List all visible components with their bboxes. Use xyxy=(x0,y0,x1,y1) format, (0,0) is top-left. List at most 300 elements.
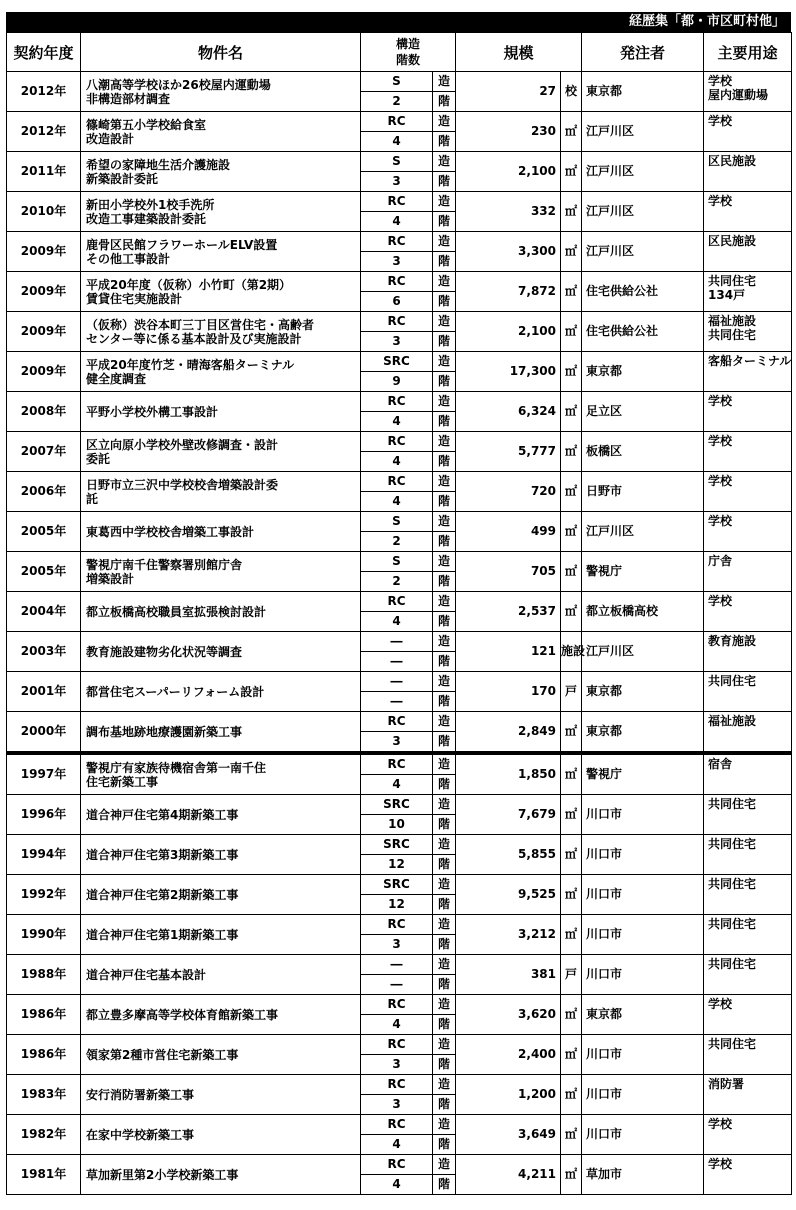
primary-use-line: 学校 xyxy=(708,594,733,608)
floor-suffix: 階 xyxy=(433,332,456,352)
client-name: 川口市 xyxy=(582,795,704,835)
structure-suffix: 造 xyxy=(433,875,456,895)
scale-value: 3,300 xyxy=(456,232,561,272)
table-row xyxy=(7,672,792,692)
document-title: 経歴集「都・市区町村他」 xyxy=(628,14,785,29)
structure-suffix: 造 xyxy=(433,632,456,652)
floor-count: 3 xyxy=(361,1055,433,1075)
project-name-line: 平成20年度（仮称）小竹町（第2期） xyxy=(86,277,292,292)
contract-year: 2001年 xyxy=(7,672,81,712)
structure-suffix: 造 xyxy=(433,352,456,372)
scale-unit: ㎡ xyxy=(561,712,582,754)
floor-count: 4 xyxy=(361,1135,433,1155)
contract-year: 1986年 xyxy=(7,1035,81,1075)
project-name xyxy=(81,835,361,875)
scale-unit: ㎡ xyxy=(561,192,582,232)
scale-unit: 校 xyxy=(561,72,582,112)
project-name-line: センター等に係る基本設計及び実施設計 xyxy=(86,331,302,346)
project-name-line: 東葛西中学校校舎増築工事設計 xyxy=(86,524,255,539)
primary-use xyxy=(704,753,792,795)
table-row xyxy=(7,352,792,372)
scale-unit: ㎡ xyxy=(561,312,582,352)
table-row xyxy=(7,72,792,92)
scale-value: 1,200 xyxy=(456,1075,561,1115)
project-name-line: 健全度調査 xyxy=(86,371,147,386)
primary-use xyxy=(704,592,792,632)
floor-count: 3 xyxy=(361,172,433,192)
structure-suffix: 造 xyxy=(433,995,456,1015)
project-name-line: 日野市立三沢中学校校舎増築設計委 xyxy=(86,477,279,492)
primary-use-line: 福祉施設 xyxy=(708,714,757,728)
header-use: 主要用途 xyxy=(704,33,792,72)
floor-suffix: 階 xyxy=(433,612,456,632)
floor-suffix: 階 xyxy=(433,652,456,672)
structure-type: SRC xyxy=(361,352,433,372)
client-name: 東京都 xyxy=(582,352,704,392)
project-name xyxy=(81,472,361,512)
structure-suffix: 造 xyxy=(433,1075,456,1095)
structure-type: SRC xyxy=(361,875,433,895)
primary-use-line: 教育施設 xyxy=(708,634,757,648)
scale-unit: ㎡ xyxy=(561,432,582,472)
structure-suffix: 造 xyxy=(433,955,456,975)
project-name xyxy=(81,112,361,152)
floor-suffix: 階 xyxy=(433,895,456,915)
table-row xyxy=(7,1115,792,1135)
table-row xyxy=(7,1075,792,1095)
floor-suffix: 階 xyxy=(433,212,456,232)
header-scale: 規模 xyxy=(456,33,582,72)
table-row xyxy=(7,835,792,855)
primary-use-line: 学校 xyxy=(708,74,733,88)
floor-suffix: 階 xyxy=(433,292,456,312)
floor-suffix: 階 xyxy=(433,732,456,754)
client-name: 板橋区 xyxy=(582,432,704,472)
project-name-line: 領家第2種市営住宅新築工事 xyxy=(86,1047,239,1062)
project-name xyxy=(81,795,361,835)
primary-use-line: 学校 xyxy=(708,1157,733,1171)
scale-unit: 戸 xyxy=(561,955,582,995)
structure-type: SRC xyxy=(361,795,433,815)
client-name: 江戸川区 xyxy=(582,512,704,552)
contract-year: 1996年 xyxy=(7,795,81,835)
project-name-line: その他工事設計 xyxy=(86,251,171,266)
structure-type: ― xyxy=(361,955,433,975)
project-name-line: 安行消防署新築工事 xyxy=(86,1087,195,1102)
project-name xyxy=(81,875,361,915)
structure-suffix: 造 xyxy=(433,192,456,212)
scale-value: 3,620 xyxy=(456,995,561,1035)
project-name xyxy=(81,352,361,392)
scale-unit: ㎡ xyxy=(561,1155,582,1195)
structure-type: RC xyxy=(361,712,433,732)
structure-suffix: 造 xyxy=(433,552,456,572)
contract-year: 2012年 xyxy=(7,72,81,112)
contract-year: 2004年 xyxy=(7,592,81,632)
project-name xyxy=(81,753,361,795)
scale-unit: ㎡ xyxy=(561,1035,582,1075)
primary-use-line: 学校 xyxy=(708,474,733,488)
primary-use-line: 客船ターミナル xyxy=(708,354,792,368)
project-name-line: 草加新里第2小学校新築工事 xyxy=(86,1167,239,1182)
floor-count: ― xyxy=(361,975,433,995)
contract-year: 2011年 xyxy=(7,152,81,192)
primary-use-line: 区民施設 xyxy=(708,234,757,248)
client-name: 日野市 xyxy=(582,472,704,512)
document-title-bar xyxy=(6,12,791,32)
structure-suffix: 造 xyxy=(433,512,456,532)
client-name: 川口市 xyxy=(582,1115,704,1155)
floor-suffix: 階 xyxy=(433,532,456,552)
scale-unit: ㎡ xyxy=(561,915,582,955)
structure-type: RC xyxy=(361,472,433,492)
table-row xyxy=(7,592,792,612)
primary-use-line: 学校 xyxy=(708,114,733,128)
primary-use-line: 共同住宅 xyxy=(708,957,757,971)
primary-use-line: 学校 xyxy=(708,1117,733,1131)
primary-use xyxy=(704,552,792,592)
structure-type: RC xyxy=(361,1155,433,1175)
project-name-line: 賃貸住宅実施設計 xyxy=(86,291,183,306)
scale-value: 2,100 xyxy=(456,152,561,192)
project-name-line: 都立豊多摩高等学校体育館新築工事 xyxy=(86,1007,279,1022)
structure-type: ― xyxy=(361,672,433,692)
project-name-line: 増築設計 xyxy=(86,571,135,586)
client-name: 川口市 xyxy=(582,835,704,875)
structure-suffix: 造 xyxy=(433,1155,456,1175)
client-name: 足立区 xyxy=(582,392,704,432)
scale-unit: ㎡ xyxy=(561,995,582,1035)
floor-suffix: 階 xyxy=(433,252,456,272)
contract-year: 2010年 xyxy=(7,192,81,232)
project-name-line: 八潮高等学校ほか26校屋内運動場 xyxy=(86,77,271,92)
table-body xyxy=(7,72,792,1195)
floor-suffix: 階 xyxy=(433,492,456,512)
structure-type: RC xyxy=(361,232,433,252)
primary-use-line: 学校 xyxy=(708,514,733,528)
structure-type: RC xyxy=(361,112,433,132)
primary-use-line: 学校 xyxy=(708,434,733,448)
structure-type: S xyxy=(361,552,433,572)
project-name xyxy=(81,1115,361,1155)
header-floors: 階数 xyxy=(396,53,421,67)
floor-count: 2 xyxy=(361,92,433,112)
scale-value: 499 xyxy=(456,512,561,552)
client-name: 江戸川区 xyxy=(582,192,704,232)
project-name-line: 篠崎第五小学校給食室 xyxy=(86,117,207,132)
scale-unit: ㎡ xyxy=(561,552,582,592)
table-row xyxy=(7,392,792,412)
project-name xyxy=(81,712,361,754)
table-row xyxy=(7,512,792,532)
project-name-line: 在家中学校新築工事 xyxy=(86,1127,195,1142)
project-name-line: 警視庁有家族待機宿舎第一南千住 xyxy=(86,760,267,775)
scale-unit: 戸 xyxy=(561,672,582,712)
project-name xyxy=(81,432,361,472)
floor-suffix: 階 xyxy=(433,132,456,152)
project-name xyxy=(81,512,361,552)
table-row xyxy=(7,795,792,815)
scale-value: 6,324 xyxy=(456,392,561,432)
scale-value: 3,212 xyxy=(456,915,561,955)
scale-unit: ㎡ xyxy=(561,272,582,312)
table-row xyxy=(7,232,792,252)
floor-suffix: 階 xyxy=(433,692,456,712)
table-row xyxy=(7,552,792,572)
primary-use xyxy=(704,432,792,472)
scale-value: 7,872 xyxy=(456,272,561,312)
primary-use-line: 消防署 xyxy=(708,1077,745,1091)
contract-year: 1994年 xyxy=(7,835,81,875)
client-name: 都立板橋高校 xyxy=(582,592,704,632)
project-name-line: 希望の家障地生活介護施設 xyxy=(86,157,231,172)
structure-type: S xyxy=(361,512,433,532)
structure-suffix: 造 xyxy=(433,312,456,332)
project-name xyxy=(81,1075,361,1115)
project-name-line: 非構造部材調査 xyxy=(86,91,171,106)
floor-count: 12 xyxy=(361,895,433,915)
floor-count: 2 xyxy=(361,572,433,592)
scale-unit: ㎡ xyxy=(561,1115,582,1155)
structure-type: RC xyxy=(361,592,433,612)
primary-use xyxy=(704,1075,792,1115)
project-history-table xyxy=(6,32,792,1195)
floor-suffix: 階 xyxy=(433,1135,456,1155)
scale-unit: 施設 xyxy=(561,632,582,672)
floor-suffix: 階 xyxy=(433,975,456,995)
scale-value: 2,100 xyxy=(456,312,561,352)
project-name-line: 道合神戸住宅第1期新築工事 xyxy=(86,927,239,942)
project-name-line: 教育施設建物劣化状況等調査 xyxy=(86,644,243,659)
contract-year: 2003年 xyxy=(7,632,81,672)
primary-use-line: 134戸 xyxy=(708,288,746,302)
scale-value: 332 xyxy=(456,192,561,232)
structure-type: RC xyxy=(361,312,433,332)
project-name-line: 都立板橋高校職員室拡張検討設計 xyxy=(86,604,267,619)
project-name-line: 道合神戸住宅第2期新築工事 xyxy=(86,887,239,902)
primary-use xyxy=(704,995,792,1035)
client-name: 東京都 xyxy=(582,72,704,112)
floor-count: 2 xyxy=(361,532,433,552)
structure-suffix: 造 xyxy=(433,1115,456,1135)
floor-suffix: 階 xyxy=(433,775,456,795)
project-name-line: 鹿骨区民館フラワーホールELV設置 xyxy=(86,237,278,252)
structure-type: S xyxy=(361,72,433,92)
floor-suffix: 階 xyxy=(433,935,456,955)
project-name xyxy=(81,592,361,632)
structure-suffix: 造 xyxy=(433,753,456,775)
client-name: 警視庁 xyxy=(582,552,704,592)
scale-value: 720 xyxy=(456,472,561,512)
scale-value: 9,525 xyxy=(456,875,561,915)
client-name: 川口市 xyxy=(582,1075,704,1115)
floor-count: 4 xyxy=(361,1175,433,1195)
floor-suffix: 階 xyxy=(433,1095,456,1115)
client-name: 川口市 xyxy=(582,915,704,955)
scale-unit: ㎡ xyxy=(561,352,582,392)
primary-use xyxy=(704,955,792,995)
primary-use xyxy=(704,312,792,352)
project-name xyxy=(81,272,361,312)
primary-use xyxy=(704,1035,792,1075)
contract-year: 2006年 xyxy=(7,472,81,512)
structure-suffix: 造 xyxy=(433,712,456,732)
structure-type: RC xyxy=(361,1115,433,1135)
client-name: 東京都 xyxy=(582,995,704,1035)
project-name xyxy=(81,1035,361,1075)
contract-year: 2009年 xyxy=(7,352,81,392)
floor-suffix: 階 xyxy=(433,1055,456,1075)
floor-count: ― xyxy=(361,692,433,712)
primary-use xyxy=(704,232,792,272)
primary-use xyxy=(704,112,792,152)
structure-suffix: 造 xyxy=(433,112,456,132)
table-row xyxy=(7,915,792,935)
scale-unit: ㎡ xyxy=(561,875,582,915)
scale-value: 5,855 xyxy=(456,835,561,875)
client-name: 警視庁 xyxy=(582,753,704,795)
table-row xyxy=(7,875,792,895)
structure-type: RC xyxy=(361,192,433,212)
project-name xyxy=(81,552,361,592)
project-name-line: 道合神戸住宅基本設計 xyxy=(86,967,207,982)
contract-year: 1988年 xyxy=(7,955,81,995)
primary-use xyxy=(704,795,792,835)
primary-use-line: 共同住宅 xyxy=(708,797,757,811)
floor-count: 4 xyxy=(361,492,433,512)
contract-year: 2000年 xyxy=(7,712,81,754)
structure-type: RC xyxy=(361,1075,433,1095)
structure-type: RC xyxy=(361,392,433,412)
client-name: 江戸川区 xyxy=(582,232,704,272)
table-row xyxy=(7,432,792,452)
scale-value: 230 xyxy=(456,112,561,152)
primary-use-line: 共同住宅 xyxy=(708,274,757,288)
project-name xyxy=(81,312,361,352)
floor-suffix: 階 xyxy=(433,92,456,112)
client-name: 住宅供給公社 xyxy=(582,312,704,352)
floor-suffix: 階 xyxy=(433,855,456,875)
structure-type: RC xyxy=(361,272,433,292)
floor-count: 10 xyxy=(361,815,433,835)
structure-type: RC xyxy=(361,1035,433,1055)
project-name-line: 都営住宅スーパーリフォーム設計 xyxy=(86,684,265,699)
scale-value: 1,850 xyxy=(456,753,561,795)
primary-use xyxy=(704,192,792,232)
contract-year: 1983年 xyxy=(7,1075,81,1115)
project-name-line: 平野小学校外構工事設計 xyxy=(86,404,219,419)
primary-use xyxy=(704,835,792,875)
structure-type: RC xyxy=(361,432,433,452)
structure-suffix: 造 xyxy=(433,392,456,412)
scale-unit: ㎡ xyxy=(561,753,582,795)
floor-count: 4 xyxy=(361,775,433,795)
scale-unit: ㎡ xyxy=(561,1075,582,1115)
project-name-line: 新築設計委託 xyxy=(86,171,159,186)
client-name: 草加市 xyxy=(582,1155,704,1195)
project-name xyxy=(81,632,361,672)
table-row xyxy=(7,272,792,292)
project-name xyxy=(81,1155,361,1195)
client-name: 東京都 xyxy=(582,712,704,754)
floor-suffix: 階 xyxy=(433,815,456,835)
primary-use xyxy=(704,512,792,552)
table-row xyxy=(7,312,792,332)
structure-suffix: 造 xyxy=(433,152,456,172)
floor-count: 4 xyxy=(361,412,433,432)
primary-use-line: 共同住宅 xyxy=(708,328,757,342)
scale-value: 2,849 xyxy=(456,712,561,754)
header-structure: 構造 xyxy=(396,37,421,51)
table-row xyxy=(7,152,792,172)
floor-count: 4 xyxy=(361,132,433,152)
structure-suffix: 造 xyxy=(433,232,456,252)
contract-year: 1992年 xyxy=(7,875,81,915)
client-name: 住宅供給公社 xyxy=(582,272,704,312)
primary-use xyxy=(704,152,792,192)
contract-year: 2008年 xyxy=(7,392,81,432)
scale-unit: ㎡ xyxy=(561,512,582,552)
client-name: 川口市 xyxy=(582,1035,704,1075)
project-name-line: 平成20年度竹芝・晴海客船ターミナル xyxy=(86,357,295,372)
floor-suffix: 階 xyxy=(433,372,456,392)
table-row xyxy=(7,1035,792,1055)
client-name: 江戸川区 xyxy=(582,112,704,152)
structure-type: S xyxy=(361,152,433,172)
table-row xyxy=(7,753,792,775)
table-row xyxy=(7,112,792,132)
contract-year: 2012年 xyxy=(7,112,81,152)
structure-type: ― xyxy=(361,632,433,652)
header-structure-floors xyxy=(361,33,456,72)
scale-value: 170 xyxy=(456,672,561,712)
floor-count: 3 xyxy=(361,732,433,754)
scale-value: 5,777 xyxy=(456,432,561,472)
project-name xyxy=(81,152,361,192)
structure-suffix: 造 xyxy=(433,915,456,935)
floor-count: 4 xyxy=(361,612,433,632)
contract-year: 2007年 xyxy=(7,432,81,472)
project-name xyxy=(81,995,361,1035)
floor-suffix: 階 xyxy=(433,1015,456,1035)
scale-unit: ㎡ xyxy=(561,392,582,432)
primary-use-line: 学校 xyxy=(708,997,733,1011)
primary-use-line: 共同住宅 xyxy=(708,877,757,891)
primary-use xyxy=(704,72,792,112)
table-row xyxy=(7,955,792,975)
primary-use-line: 宿舎 xyxy=(708,757,733,771)
project-name-line: 区立向原小学校外壁改修調査・設計 xyxy=(86,437,279,452)
primary-use-line: 共同住宅 xyxy=(708,917,757,931)
primary-use xyxy=(704,915,792,955)
contract-year: 1981年 xyxy=(7,1155,81,1195)
project-name-line: 委託 xyxy=(86,451,111,466)
floor-count: 3 xyxy=(361,332,433,352)
project-name-line: 警視庁南千住警察署別館庁舎 xyxy=(86,557,243,572)
client-name: 江戸川区 xyxy=(582,632,704,672)
scale-value: 4,211 xyxy=(456,1155,561,1195)
floor-count: 12 xyxy=(361,855,433,875)
scale-value: 3,649 xyxy=(456,1115,561,1155)
scale-unit: ㎡ xyxy=(561,232,582,272)
project-name xyxy=(81,72,361,112)
project-name-line: 住宅新築工事 xyxy=(86,774,159,789)
primary-use xyxy=(704,632,792,672)
project-name xyxy=(81,672,361,712)
project-name-line: 新田小学校外1校手洗所 xyxy=(86,197,215,212)
primary-use xyxy=(704,875,792,915)
project-name-line: 改造設計 xyxy=(86,131,135,146)
